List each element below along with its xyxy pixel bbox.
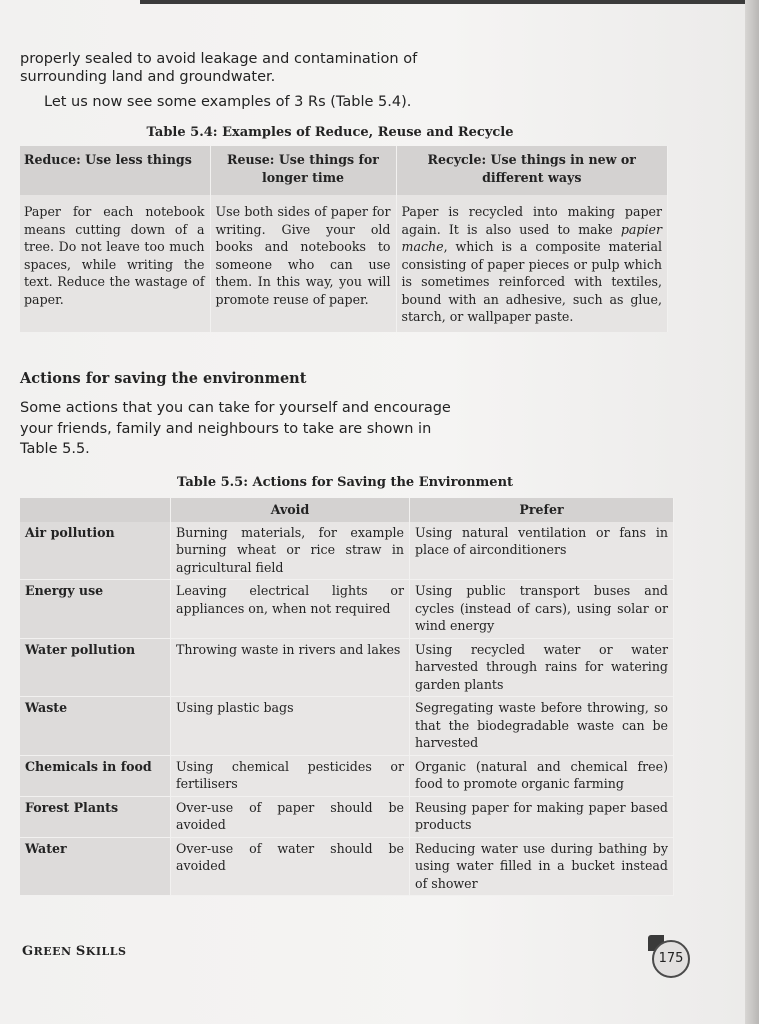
header-recycle: Recycle: Use things in new or different ways [396, 146, 668, 195]
intro-line-3: Let us now see some examples of 3 Rs (Table 5.4). [44, 94, 412, 110]
top-shadow [140, 0, 759, 4]
intro-line-1: properly sealed to avoid leakage and contamination of [20, 51, 418, 67]
row-category: Forest Plants [20, 796, 171, 837]
row-avoid: Over-use of water should be avoided [171, 837, 410, 896]
header-reduce: Reduce: Use less things [20, 146, 210, 195]
table-row [20, 755, 674, 796]
table-row [20, 638, 674, 697]
row-avoid: Using plastic bags [171, 697, 410, 756]
page-edge [745, 0, 759, 1024]
cell-reuse: Use both sides of paper for writing. Give your old books and notebooks to someone who can use them. In this way, you will promote reuse of paper. [210, 195, 396, 332]
section-paragraph: Some actions that you can take for yourself and encourage your friends, family and neighbours to take are shown in Table 5.5. [20, 400, 451, 457]
table-row [20, 837, 674, 896]
row-avoid: Burning materials, for example burning wheat or rice straw in agricultural field [171, 522, 410, 580]
row-prefer: Organic (natural and chemical free) food to promote organic farming [410, 755, 674, 796]
row-avoid: Over-use of paper should be avoided [171, 796, 410, 837]
row-prefer: Using public transport buses and cycles (instead of cars), using solar or wind energy [410, 580, 674, 639]
table-5-4-caption: Table 5.4: Examples of Reduce, Reuse and Recycle [146, 125, 514, 140]
header-avoid: Avoid [171, 498, 410, 522]
table-row [20, 580, 674, 639]
row-category: Water pollution [20, 638, 171, 697]
row-prefer: Reducing water use during bathing by using water filled in a bucket instead of shower [410, 837, 674, 896]
table-header-row [20, 498, 674, 522]
header-reuse: Reuse: Use things for longer time [210, 146, 396, 195]
section-heading: Actions for saving the environment [20, 370, 307, 387]
header-prefer: Prefer [410, 498, 674, 522]
page-number: 175 [652, 940, 690, 978]
row-prefer: Using natural ventilation or fans in place of airconditioners [410, 522, 674, 580]
recycle-text-start: Paper is recycled into making paper again. It is also used to make [401, 204, 662, 237]
table-row [20, 796, 674, 837]
row-category: Energy use [20, 580, 171, 639]
table-header-row [20, 146, 668, 195]
table-5-5 [20, 498, 674, 896]
intro-paragraph [20, 50, 470, 86]
table-row [20, 697, 674, 756]
row-prefer: Using recycled water or water harvested through rains for watering garden plants [410, 638, 674, 697]
row-category: Air pollution [20, 522, 171, 580]
table-5-5-caption: Table 5.5: Actions for Saving the Environment [176, 475, 514, 490]
intro-line-2: surrounding land and groundwater. [20, 69, 276, 85]
row-category: Chemicals in food [20, 755, 171, 796]
header-category [20, 498, 171, 522]
row-prefer: Segregating waste before throwing, so that the biodegradable waste can be harvested [410, 697, 674, 756]
table-5-4 [20, 146, 668, 332]
row-category: Water [20, 837, 171, 896]
cell-reduce: Paper for each notebook means cutting down of a tree. Do not leave too much spaces, while writing the text. Reduce the wastage of paper. [20, 195, 210, 332]
row-avoid: Leaving electrical lights or appliances on, when not required [171, 580, 410, 639]
row-avoid: Using chemical pesticides or fertilisers [171, 755, 410, 796]
recycle-italic-term: papier mache [401, 221, 662, 254]
row-prefer: Reusing paper for making paper based products [410, 796, 674, 837]
row-category: Waste [20, 697, 171, 756]
table-row [20, 522, 674, 580]
row-avoid: Throwing waste in rivers and lakes [171, 638, 410, 697]
table-row [20, 195, 668, 332]
table-5-5-body [20, 522, 674, 896]
recycle-text-end: , which is a composite material consisting of paper pieces or pulp which is sometimes reinforced with textiles, bound with an adhesive, such as glue, starch, or wallpaper paste. [401, 239, 662, 324]
footer-book-title: GREEN SKILLS [22, 944, 127, 959]
cell-recycle [396, 195, 668, 332]
